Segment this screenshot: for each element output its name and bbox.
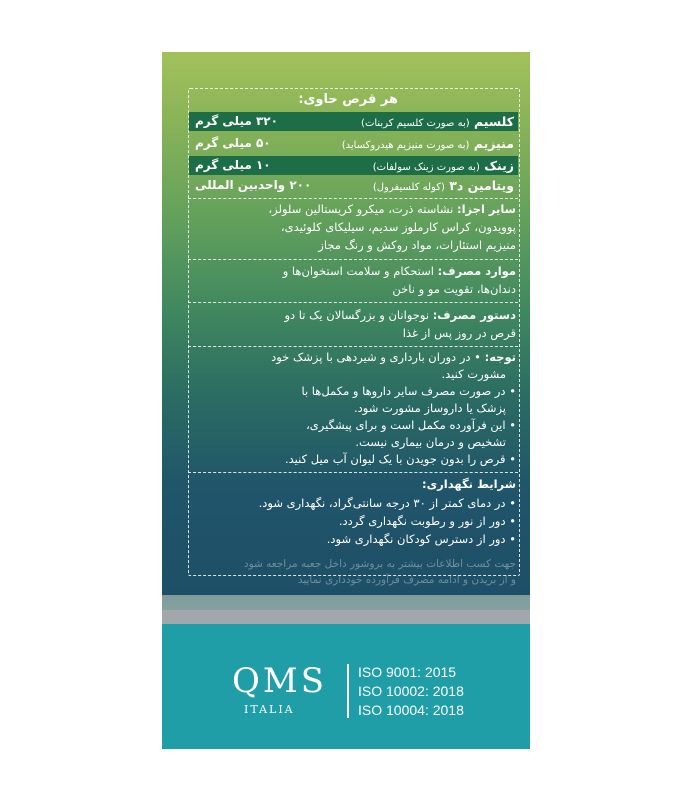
other-ingredients-line: پوویدون، کراس کارملوز سدیم، سیلیکای کلوئیدی، (280, 220, 516, 234)
storage-line: • دور از نور و رطوبت نگهداری گردد. (338, 514, 516, 528)
dosage-line: قرص در روز پس از غذا (402, 326, 516, 340)
composition-heading: هر قرص حاوی: (298, 92, 398, 107)
notes-line: پزشک یا داروساز مشورت شود. (353, 401, 506, 415)
certification-item: ISO 10004: 2018 (358, 702, 464, 718)
indications-line: دندان‌ها، تقویت مو و ناخن (392, 282, 516, 296)
divider (188, 302, 518, 303)
ingredient-name: ویتامین د۳ (کوله کلسیفرول) (372, 178, 514, 193)
divider (188, 346, 518, 347)
notes-line: توجه: • در دوران بارداری و شیردهی با پزشک خود (271, 350, 516, 364)
divider (188, 259, 518, 260)
notes-line: تشخیص و درمان بیماری نیست. (355, 435, 506, 449)
ingredient-row (189, 134, 518, 153)
qms-logo-subtitle: ITALIA (244, 703, 295, 716)
qms-logo: QMS (232, 661, 327, 701)
storage-line: • در دمای کمتر از ۳۰ درجه سانتی‌گراد، نگهداری شود. (258, 496, 516, 510)
certification-item: ISO 9001: 2015 (358, 664, 457, 680)
divider (188, 472, 518, 473)
brand-area (162, 624, 530, 749)
ingredient-row (189, 176, 518, 195)
ingredient-row (189, 112, 518, 131)
notes-line: • در صورت مصرف سایر داروها و مکمل‌ها با (301, 384, 516, 398)
indications-line: موارد مصرف: استحکام و سلامت استخوان‌ها و (282, 264, 516, 278)
product-label-panel (162, 52, 530, 749)
certification-item: ISO 10002: 2018 (358, 683, 464, 699)
divider (188, 198, 518, 199)
ingredient-name: زینک (به صورت زینک سولفات) (372, 158, 514, 173)
notes-line: مشورت کنید. (441, 367, 506, 381)
ingredient-name: کلسیم (به صورت کلسیم کربنات) (361, 114, 514, 129)
ingredient-amount: ۵۰ میلی گرم (195, 136, 271, 150)
ingredient-amount: ۳۲۰ میلی گرم (195, 114, 278, 128)
ingredient-row (189, 156, 518, 175)
ingredient-amount: ۲۰۰ واحدبین المللی (195, 178, 312, 192)
grey-band (162, 610, 530, 624)
other-ingredients-line: منیزیم استئارات، مواد روکش و رنگ مجاز (318, 238, 516, 252)
storage-heading: شرایط نگهداری: (422, 477, 516, 491)
notes-line: • این فرآورده مکمل است و برای پیشگیری، (306, 418, 516, 432)
other-ingredients-line: سایر اجزا: نشاسته ذرت، میکرو کریستالین سلولز، (268, 202, 516, 216)
notes-line: • قرص را بدون جویدن با یک لیوان آب میل کنید. (284, 452, 516, 466)
ingredient-amount: ۱۰ میلی گرم (195, 158, 271, 172)
dosage-line: دستور مصرف: نوجوانان و بزرگسالان یک تا دو (284, 308, 516, 322)
footer-note-line: و از بریدن و ادامه مصرف فرآورده خودداری نمایید (297, 574, 516, 586)
logo-divider (347, 664, 349, 718)
footer-note-line: جهت کسب اطلاعات بیشتر به بروشور داخل جعبه مراجعه شود (243, 558, 516, 570)
storage-line: • دور از دسترس کودکان نگهداری شود. (326, 532, 516, 546)
ingredient-name: منیزیم (به صورت منیزیم هیدروکساید) (341, 136, 514, 151)
